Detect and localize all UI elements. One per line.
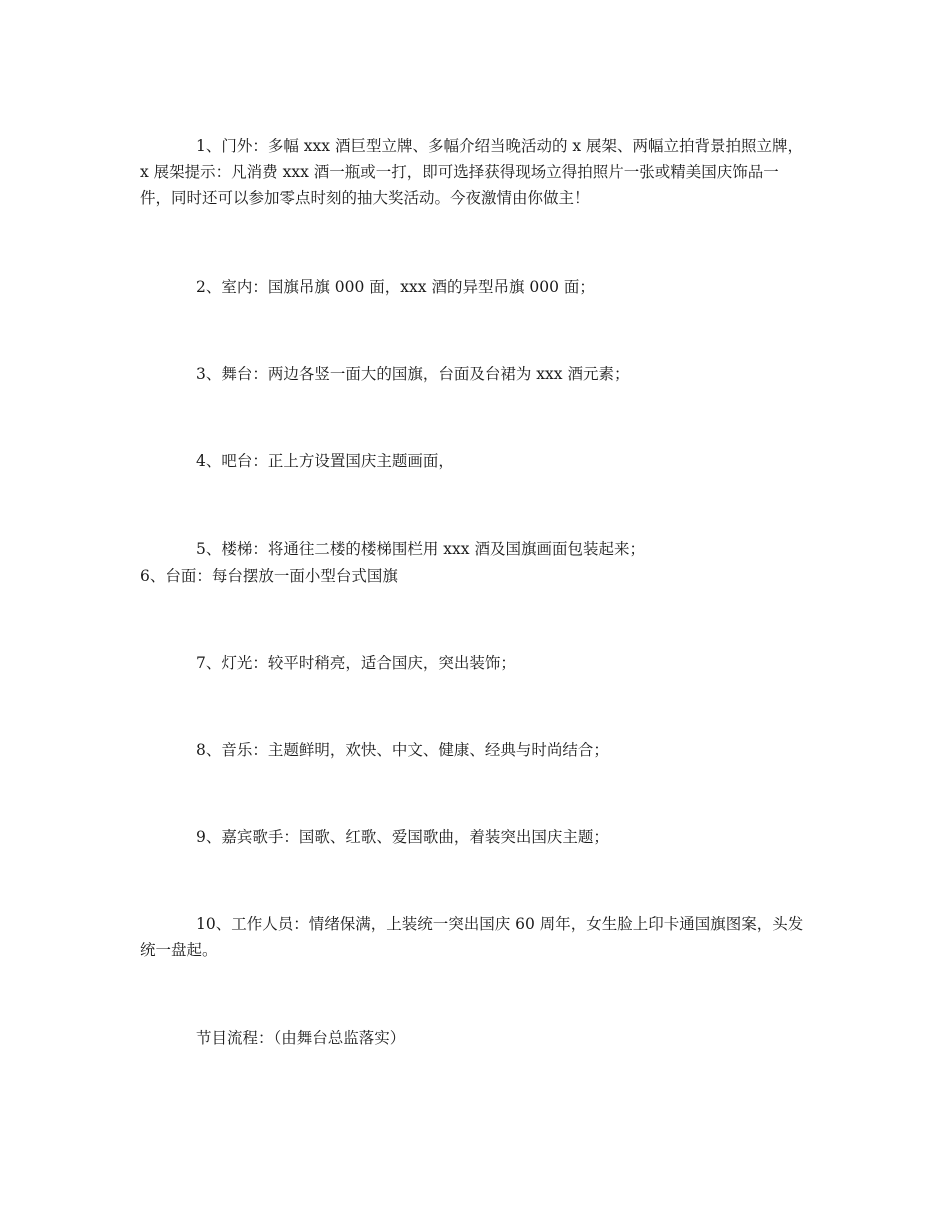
paragraph-5-stairs: 5、楼梯：将通往二楼的楼梯围栏用 xxx 酒及国旗画面包装起来； (196, 540, 645, 558)
paragraph-1-outdoor: 1、门外：多幅 xxx 酒巨型立牌、多幅介绍当晚活动的 x 展架、两幅立拍背景拍照立牌，x 展架提示：凡消费 xxx 酒一瓶或一打，即可选择获得现场立得拍照片一张或精美国庆饰品一件，同时还可以参加零点时刻的抽大奖活动。今夜激情由你做主！ (140, 137, 804, 207)
paragraph-10-staff: 10、工作人员：情绪保满，上装统一突出国庆 60 周年，女生脸上印卡通国旗图案，头发统一盘起。 (140, 915, 804, 959)
paragraph-7-lighting: 7、灯光：较平时稍亮，适合国庆，突出装饰； (196, 654, 516, 672)
paragraph-2-indoor: 2、室内：国旗吊旗 000 面，xxx 酒的异型吊旗 000 面； (196, 278, 595, 296)
paragraph-3-stage: 3、舞台：两边各竖一面大的国旗，台面及台裙为 xxx 酒元素； (196, 365, 630, 383)
program-flow-heading: 节目流程：（由舞台总监落实） (196, 1029, 406, 1047)
paragraph-4-bar: 4、吧台：正上方设置国庆主题画面， (196, 452, 454, 470)
paragraph-9-guest-singers: 9、嘉宾歌手：国歌、红歌、爱国歌曲，着装突出国庆主题； (196, 828, 609, 846)
paragraph-6-tables: 6、台面：每台摆放一面小型台式国旗 (140, 567, 398, 585)
paragraph-8-music: 8、音乐：主题鲜明，欢快、中文、健康、经典与时尚结合； (196, 741, 609, 759)
